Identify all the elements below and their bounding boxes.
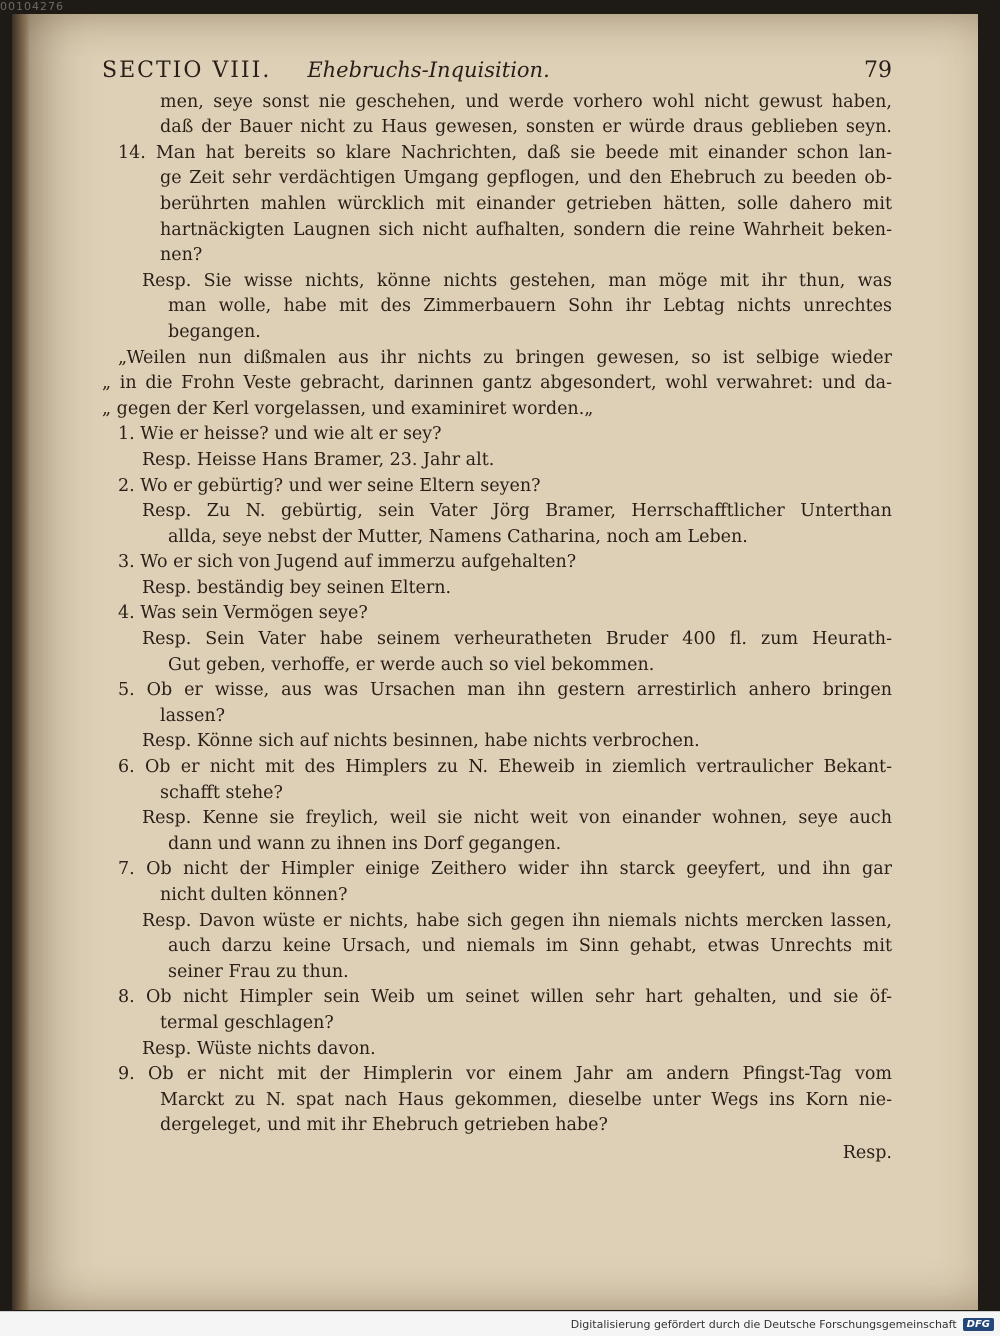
text-line: schafft stehe? [160, 782, 283, 803]
digitization-footer [0, 1311, 1000, 1336]
response-line: Resp. Könne sich auf nichts besinnen, habe nichts verbrochen. [142, 731, 700, 752]
response-line: Resp. Sie wisse nichts, könne nichts gestehen, man möge mit ihr thun, was [142, 270, 892, 291]
question-line: 9. Ob er nicht mit der Himplerin vor einem Jahr am andern Pfingst-Tag vom [118, 1064, 892, 1085]
question-line: 6. Ob er nicht mit des Himplers zu N. Eheweib in ziemlich vertraulicher Bekant- [118, 757, 892, 778]
book-page [12, 14, 978, 1310]
text-line: allda, seye nebst der Mutter, Namens Catharina, noch am Leben. [168, 526, 748, 547]
text-line: ge Zeit sehr verdächtigen Umgang gepflogen, und den Ehebruch zu beeden ob- [160, 168, 892, 189]
question-line: 8. Ob nicht Himpler sein Weib um seinet willen sehr hart gehalten, und sie öf- [118, 987, 892, 1008]
text-line: daß der Bauer nicht zu Haus gewesen, sonsten er würde draus geblieben seyn. [160, 117, 892, 138]
text-line: man wolle, habe mit des Zimmerbauern Sohn ihr Lebtag nichts unrechtes [168, 296, 892, 317]
response-line: Resp. Zu N. gebürtig, sein Vater Jörg Bramer, Herrschafftlicher Unterthan [142, 501, 892, 522]
question-line: 7. Ob nicht der Himpler einige Zeithero wider ihn starck geeyfert, und ihn gar [118, 859, 892, 880]
page-text [102, 58, 892, 1167]
response-line: Resp. Wüste nichts davon. [142, 1038, 376, 1059]
narrative-line: „Weilen nun dißmalen aus ihr nichts zu bringen gewesen, so ist selbige wieder [118, 347, 892, 368]
narrative-line: „ in die Frohn Veste gebracht, darinnen gantz abgesondert, wohl verwahret: und da- [102, 373, 892, 394]
question-line: 2. Wo er gebürtig? und wer seine Eltern seyen? [118, 475, 541, 496]
text-line: nicht dulten können? [160, 885, 348, 905]
footer-text: Digitalisierung gefördert durch die Deutsche Forschungsgemeinschaft [570, 1317, 957, 1331]
response-line: Resp. beständig bey seinen Eltern. [142, 577, 452, 598]
running-header [102, 58, 892, 84]
text-line: hartnäckigten Laugnen sich nicht aufhalten, sondern die reine Wahrheit beken- [160, 219, 892, 240]
text-line: dann und wann zu ihnen ins Dorf gegangen. [168, 833, 562, 854]
question-line: 14. Man hat bereits so klare Nachrichten, daß sie beede mit einander schon lan- [118, 142, 892, 163]
text-line: seiner Frau zu thun. [168, 961, 349, 982]
text-line: auch darzu keine Ursach, und niemals im Sinn gehabt, etwas Unrechts mit [168, 936, 892, 957]
running-title: Ehebruchs-Inquisition. [307, 58, 550, 82]
text-line: nen? [160, 245, 203, 266]
text-line: lassen? [160, 705, 226, 726]
text-line: begangen. [168, 321, 261, 342]
question-line: 5. Ob er wisse, aus was Ursachen man ihn gestern arrestirlich anhero bringen [118, 680, 892, 701]
text-line: men, seye sonst nie geschehen, und werde vorhero wohl nicht gewust haben, [160, 91, 892, 112]
dfg-logo: DFG [963, 1318, 994, 1331]
question-line: 4. Was sein Vermögen seye? [118, 603, 368, 624]
text-line: Gut geben, verhoffe, er werde auch so viel bekommen. [168, 654, 655, 675]
catchword: Resp. [842, 1142, 892, 1163]
page-number: 79 [864, 58, 892, 83]
scan-id: 00104276 [0, 0, 64, 13]
response-line: Resp. Kenne sie freylich, weil sie nicht weit von einander wohnen, seye auch [142, 808, 892, 829]
text-line: berührten mahlen würcklich mit einander getrieben hätten, solle dahero mit [160, 193, 892, 214]
text-line: termal geschlagen? [160, 1012, 334, 1033]
response-line: Resp. Heisse Hans Bramer, 23. Jahr alt. [142, 449, 495, 470]
narrative-line: „ gegen der Kerl vorgelassen, und examiniret worden.„ [102, 398, 594, 419]
response-line: Resp. Sein Vater habe seinem verheuratheten Bruder 400 fl. zum Heurath- [142, 629, 892, 650]
question-line: 3. Wo er sich von Jugend auf immerzu aufgehalten? [118, 552, 577, 573]
question-line: 1. Wie er heisse? und wie alt er sey? [118, 424, 442, 445]
response-line: Resp. Davon wüste er nichts, habe sich gegen ihn niemals nichts mercken lassen, [142, 910, 892, 931]
text-line: dergeleget, und mit ihr Ehebruch getrieben habe? [160, 1115, 608, 1136]
text-line: Marckt zu N. spat nach Haus gekommen, dieselbe unter Wegs ins Korn nie- [160, 1089, 892, 1110]
section-label: SECTIO VIII. [102, 58, 272, 83]
book-spine [12, 14, 30, 1310]
